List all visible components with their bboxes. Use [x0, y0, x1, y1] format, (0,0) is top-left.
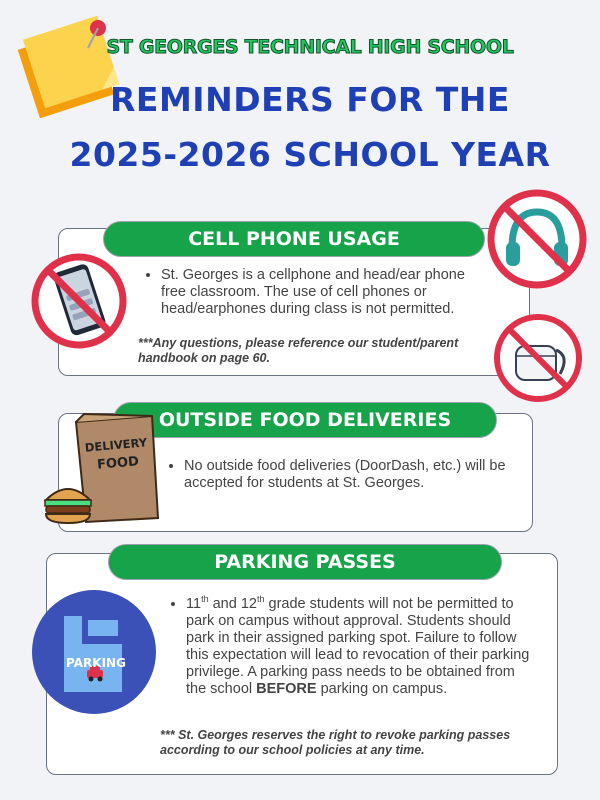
bullet-and-12: and 12 — [208, 595, 257, 612]
bullet-th-2: th — [256, 594, 265, 604]
bag-label-line1: DELIVERY — [84, 435, 148, 455]
bullet-rest: grade students will not be permitted to park on campus without approval. Students should park in their assigned parking spot. Failure to follow this expectation will lead to revocation of their parking privilege. A parking pass needs to be obtained from the school — [186, 595, 530, 697]
bag-label-line2: FOOD — [96, 454, 140, 473]
bullet-bold: BEFORE — [256, 680, 317, 697]
school-name: ST GEORGES TECHNICAL HIGH SCHOOL — [106, 36, 514, 58]
page-title-line2: 2025-2026 SCHOOL YEAR — [69, 135, 551, 174]
food-bullet — [168, 458, 513, 492]
parking-sign-label: PARKING — [66, 656, 126, 670]
parking-sign-icon — [30, 588, 158, 716]
no-headphones-icon — [484, 186, 590, 292]
cell-phone-heading: CELL PHONE USAGE — [103, 221, 485, 257]
parking-bullet-text — [186, 591, 530, 698]
bullet-th-1: th — [201, 594, 209, 604]
cell-phone-bullet — [145, 267, 490, 318]
cell-phone-bullet-text: • St. Georges is a cellphone and head/ear phone free classroom. The use of cell phones or head/earphones during class is not permitted. — [161, 267, 490, 318]
bullet-11: 11 — [186, 595, 202, 612]
parking-bullet — [170, 591, 530, 698]
page-title-line1: REMINDERS FOR THE — [110, 80, 510, 119]
food-bullet-text: • No outside food deliveries (DoorDash, etc.) will be accepted for students at St. Georges. — [184, 458, 513, 492]
no-earbuds-icon — [490, 310, 586, 406]
parking-heading: PARKING PASSES — [108, 544, 502, 580]
burger-icon — [40, 478, 96, 526]
parking-note: *** St. Georges reserves the right to revoke parking passes according to our school policies at any time. — [160, 728, 511, 757]
bullet-end: parking on campus. — [316, 680, 448, 697]
no-phone-icon — [28, 250, 130, 352]
cell-phone-note: ***Any questions, please reference our student/parent handbook on page 60. — [138, 336, 459, 365]
food-heading: OUTSIDE FOOD DELIVERIES — [113, 402, 497, 438]
